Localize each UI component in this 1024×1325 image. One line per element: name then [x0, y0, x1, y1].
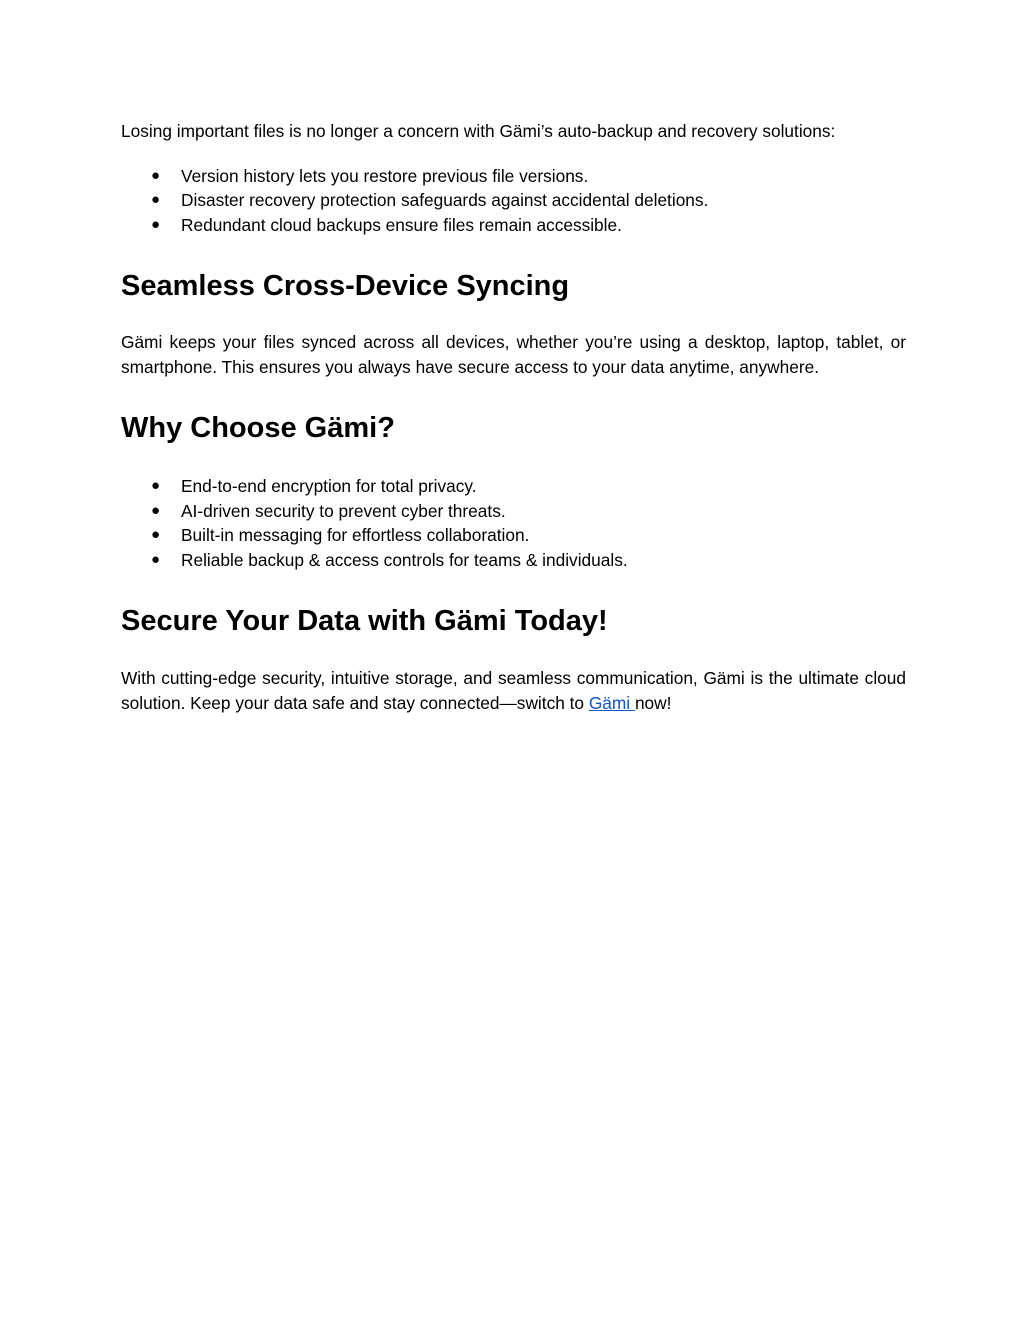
intro-paragraph: Losing important files is no longer a concern with Gämi’s auto-backup and recovery solutions: [121, 121, 836, 141]
secure-text-before-link: With cutting-edge security, intuitive storage, and seamless communication, Gämi is the ultimate cloud solution. Keep your data safe and stay connected—switch to [121, 668, 906, 713]
list-item [121, 188, 906, 213]
bullet-icon: ● [151, 550, 161, 568]
section-heading-secure: Secure Your Data with Gämi Today! [121, 605, 608, 637]
gami-link[interactable]: Gämi [588, 692, 635, 713]
bullet-icon: ● [151, 166, 161, 184]
section-heading-sync: Seamless Cross-Device Syncing [121, 270, 570, 302]
secure-paragraph [121, 666, 906, 715]
list-item-text: Version history lets you restore previous file versions. [181, 165, 589, 186]
document-body [121, 119, 906, 715]
section-heading-why: Why Choose Gämi? [121, 412, 395, 444]
list-item-text: Redundant cloud backups ensure files remain accessible. [181, 214, 622, 235]
list-item-text: Built-in messaging for effortless collaboration. [181, 525, 530, 545]
secure-text-after-link: now! [634, 692, 672, 713]
list-item [121, 474, 906, 499]
backup-feature-list [121, 164, 906, 238]
bullet-icon: ● [151, 477, 161, 494]
list-item-text: Reliable backup & access controls for teams & individuals. [181, 549, 628, 570]
bullet-icon: ● [151, 215, 161, 233]
list-item [121, 213, 906, 238]
sync-paragraph: Gämi keeps your files synced across all devices, whether you’re using a desktop, laptop, tablet, or smartphone. This ensures you always have secure access to your data anytime, anywhere. [121, 332, 906, 377]
list-item-text: AI-driven security to prevent cyber threats. [181, 500, 506, 521]
why-choose-list [121, 474, 906, 572]
list-item [121, 499, 906, 524]
bullet-icon: ● [151, 501, 161, 519]
list-item [121, 164, 906, 189]
list-item-text: End-to-end encryption for total privacy. [181, 476, 477, 496]
list-item [121, 523, 906, 548]
list-item [121, 548, 906, 573]
list-item-text: Disaster recovery protection safeguards against accidental deletions. [181, 190, 709, 210]
bullet-icon: ● [151, 191, 161, 208]
bullet-icon: ● [151, 526, 161, 543]
